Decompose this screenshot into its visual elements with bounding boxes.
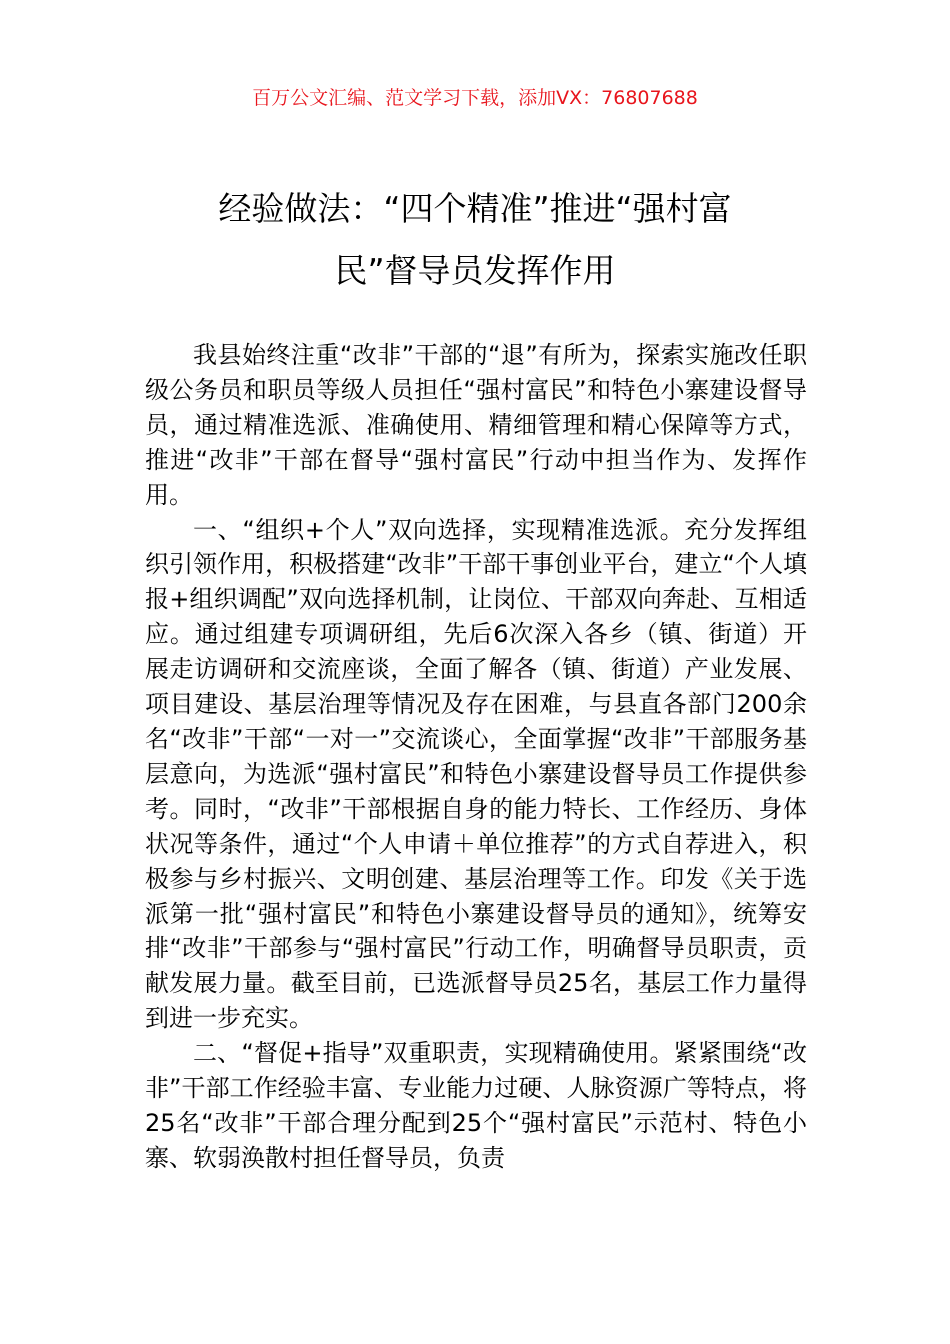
paragraph-section-1: 一、“组织+个人”双向选择，实现精准选派。充分发挥组织引领作用，积极搭建“改非”干部干事创业平台，建立“个人填报+组织调配”双向选择机制，让岗位、干部双向奔赴、互相适应。通过组建专项调研组，先后6次深入各乡（镇、街道）开展走访调研和交流座谈，全面了解各（镇、街道）产业发展、项目建设、基层治理等情况及存在困难，与县直各部门200余名“改非”干部“一对一”交流谈心，全面掌握“改非”干部服务基层意向，为选派“强村富民”和特色小寨建设督导员工作提供参考。同时，“改非”干部根据自身的能力特长、工作经历、身体状况等条件，通过“个人申请＋单位推荐”的方式自荐进入，积极参与乡村振兴、文明创建、基层治理等工作。印发《关于选派第一批“强村富民”和特色小寨建设督导员的通知》，统筹安排“改非”干部参与“强村富民”行动工作，明确督导员职责，贡献发展力量。截至目前，已选派督导员25名，基层工作力量得到进一步充实。	[145, 515, 807, 1033]
paragraph-intro: 我县始终注重“改非”干部的“退”有所为，探索实施改任职级公务员和职员等级人员担任“强村富民”和特色小寨建设督导员，通过精准选派、准确使用、精细管理和精心保障等方式，推进“改非”干部在督导“强村富民”行动中担当作为、发挥作用。	[145, 341, 807, 509]
document-title	[145, 178, 805, 302]
watermark-banner: 百万公文汇编、范文学习下载，添加VX：76807688	[252, 87, 698, 109]
title-line-2: 民”督导员发挥作用	[334, 251, 616, 290]
title-line-1: 经验做法：“四个精准”推进“强村富	[218, 189, 732, 228]
document-body	[145, 338, 807, 1176]
paragraph-section-2: 二、“督促+指导”双重职责，实现精确使用。紧紧围绕“改非”干部工作经验丰富、专业能力过硬、人脉资源广等特点，将25名“改非”干部合理分配到25个“强村富民”示范村、特色小寨、软弱涣散村担任督导员，负责	[145, 1039, 807, 1172]
